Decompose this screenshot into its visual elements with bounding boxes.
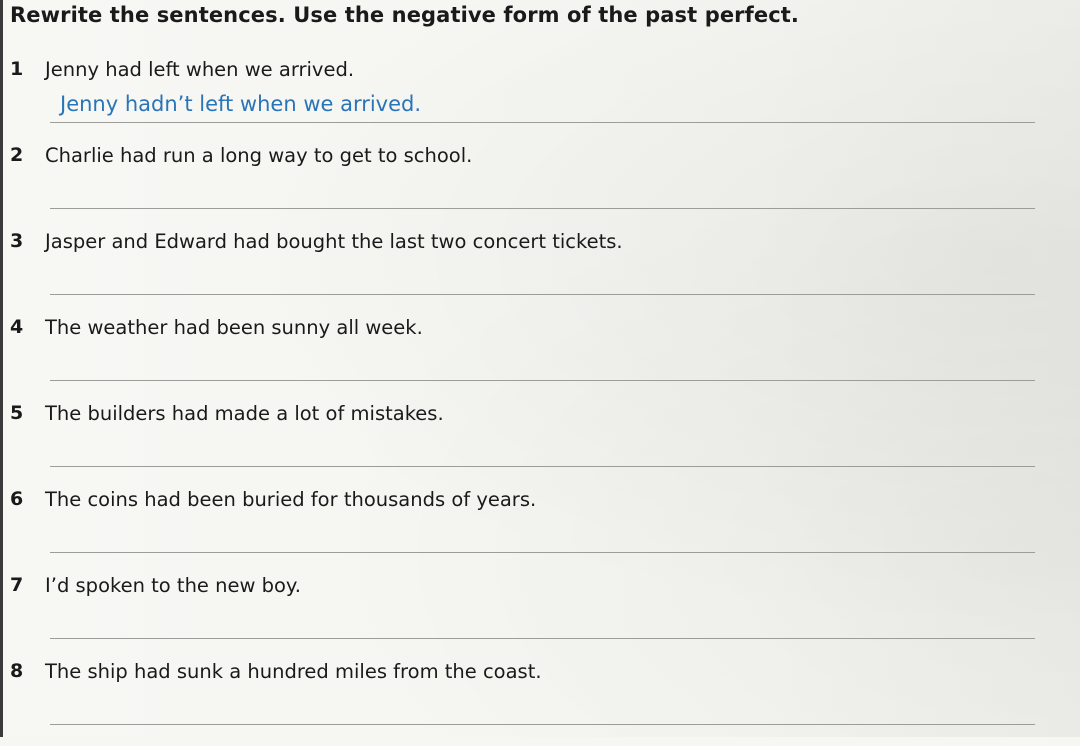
- item-sentence: Jasper and Edward had bought the last two concert tickets.: [45, 230, 623, 253]
- item-sentence: The ship had sunk a hundred miles from the coast.: [45, 660, 542, 683]
- page-edge-shadow: [0, 0, 3, 737]
- exercise-item-4: [10, 316, 1040, 402]
- exercise-item-1: [10, 58, 1040, 144]
- exercise-item-7: [10, 574, 1040, 660]
- answer-line[interactable]: [50, 552, 1035, 553]
- item-number: 8: [10, 660, 24, 682]
- item-number: 7: [10, 574, 24, 596]
- item-number: 1: [10, 58, 24, 80]
- item-sentence: The weather had been sunny all week.: [45, 316, 423, 339]
- item-sentence: Jenny had left when we arrived.: [45, 58, 355, 81]
- answer-line[interactable]: [50, 638, 1035, 639]
- handwritten-answer: Jenny hadn’t left when we arrived.: [60, 92, 422, 116]
- item-number: 6: [10, 488, 24, 510]
- exercise-item-6: [10, 488, 1040, 574]
- item-sentence: I’d spoken to the new boy.: [45, 574, 301, 597]
- exercise-instruction: Rewrite the sentences. Use the negative form of the past perfect.: [10, 3, 799, 27]
- answer-line[interactable]: [50, 466, 1035, 467]
- item-number: 5: [10, 402, 24, 424]
- answer-line[interactable]: [50, 294, 1035, 295]
- item-sentence: The coins had been buried for thousands of years.: [45, 488, 537, 511]
- answer-line[interactable]: [50, 208, 1035, 209]
- answer-line[interactable]: [50, 380, 1035, 381]
- exercise-item-8: [10, 660, 1040, 746]
- exercise-item-5: [10, 402, 1040, 488]
- item-sentence: The builders had made a lot of mistakes.: [45, 402, 444, 425]
- answer-line[interactable]: [50, 724, 1035, 725]
- item-number: 3: [10, 230, 24, 252]
- item-number: 2: [10, 144, 24, 166]
- answer-line[interactable]: [50, 122, 1035, 123]
- item-sentence: Charlie had run a long way to get to school.: [45, 144, 473, 167]
- exercise-item-3: [10, 230, 1040, 316]
- item-number: 4: [10, 316, 24, 338]
- exercise-item-2: [10, 144, 1040, 230]
